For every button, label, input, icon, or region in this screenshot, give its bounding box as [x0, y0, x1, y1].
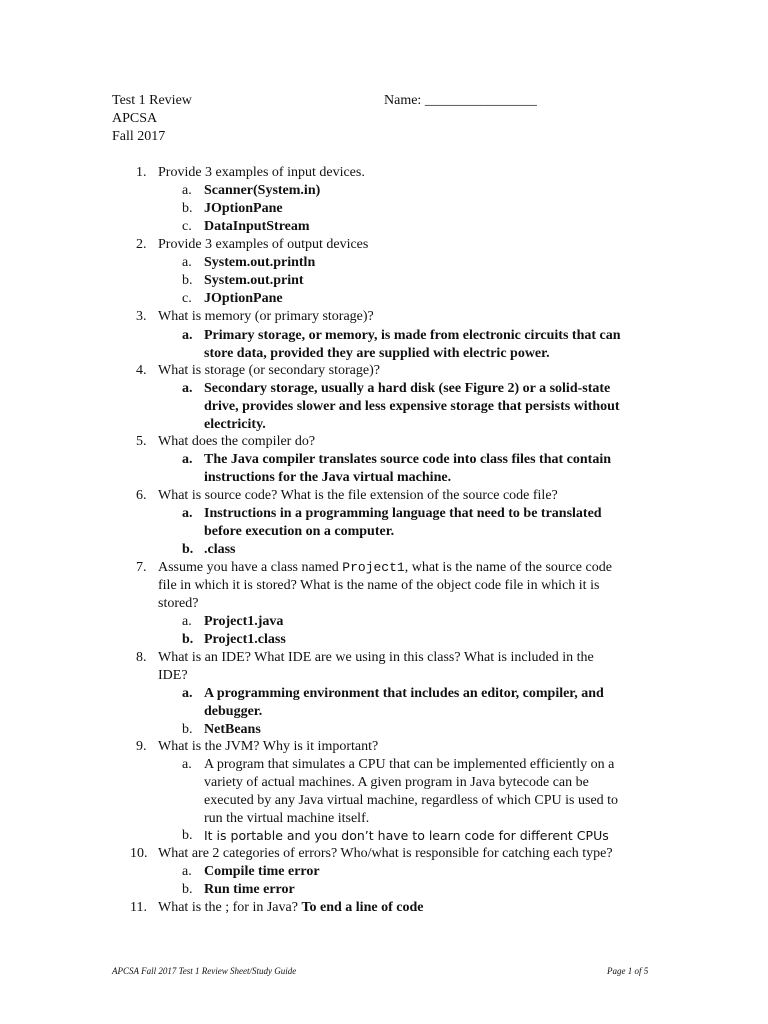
- answer-label: b.: [182, 828, 193, 843]
- question-number: 10.: [130, 846, 148, 861]
- term: Fall 2017: [112, 129, 166, 144]
- question-text: What is source code? What is the file extension of the source code file?: [158, 488, 558, 503]
- question-text: What is storage (or secondary storage)?: [158, 363, 380, 378]
- answer-text: Instructions in a programming language that need to be translated: [204, 506, 602, 521]
- answer-text: Run time error: [204, 882, 295, 897]
- answer-text: .class: [204, 542, 236, 557]
- page-number: Page 1 of 5: [607, 966, 649, 976]
- answer-text: The Java compiler translates source code into class files that contain: [204, 452, 612, 467]
- answer-label: b.: [182, 722, 193, 737]
- name-field: [384, 92, 537, 110]
- question-number: 3.: [136, 309, 147, 324]
- answer-text: JOptionPane: [204, 291, 283, 306]
- answer-label: a.: [182, 328, 193, 343]
- question-number: 6.: [136, 488, 147, 503]
- answer-text: Project1.java: [204, 614, 284, 629]
- answer-text: Project1.class: [204, 632, 286, 647]
- answer-text: before execution on a computer.: [204, 524, 395, 539]
- answer-text: drive, provides slower and less expensive storage that persists without: [204, 399, 620, 414]
- answer-text: JOptionPane: [204, 201, 283, 216]
- question-text: IDE?: [158, 668, 188, 683]
- answer-text: store data, provided they are supplied with electric power.: [204, 346, 550, 361]
- question-text: What is an IDE? What IDE are we using in this class? What is included in the: [158, 650, 594, 665]
- answer-label: c.: [182, 291, 192, 306]
- question-text-body: What is the ; for in Java?: [158, 900, 298, 915]
- question-text: [158, 559, 612, 577]
- answer-label: b.: [182, 201, 193, 216]
- answer-text: Secondary storage, usually a hard disk (see Figure 2) or a solid-state: [204, 381, 611, 396]
- question-number: 9.: [136, 739, 147, 754]
- question-number: 2.: [136, 237, 147, 252]
- answer-text: A program that simulates a CPU that can be implemented efficiently on a: [204, 757, 615, 772]
- question-number: 5.: [136, 434, 147, 449]
- answer-label: a.: [182, 452, 193, 467]
- answer-text: NetBeans: [204, 722, 261, 737]
- answer-text: Scanner(System.in): [204, 183, 321, 198]
- question-text: Provide 3 examples of input devices.: [158, 165, 365, 180]
- answer-label: a.: [182, 183, 192, 198]
- question-number: 8.: [136, 650, 147, 665]
- question-number: 4.: [136, 363, 147, 378]
- question-text: stored?: [158, 596, 199, 611]
- course-title: Test 1 Review: [112, 93, 192, 108]
- answer-text: Compile time error: [204, 864, 320, 879]
- inline-answer: To end a line of code: [301, 900, 424, 915]
- answer-text: electricity.: [204, 417, 266, 432]
- answer-label: c.: [182, 219, 192, 234]
- question-text: file in which it is stored? What is the name of the object code file in which it is: [158, 578, 600, 593]
- answer-text: System.out.print: [204, 273, 304, 288]
- answer-label: a.: [182, 255, 192, 270]
- answer-label: a.: [182, 686, 193, 701]
- question-text-post: , what is the name of the source code: [404, 560, 612, 575]
- course-code: APCSA: [112, 111, 158, 126]
- question-number: 7.: [136, 560, 147, 575]
- answer-text: A programming environment that includes an editor, compiler, and: [204, 686, 604, 701]
- question-text: [158, 899, 423, 917]
- question-text: What are 2 categories of errors? Who/what is responsible for catching each type?: [158, 846, 613, 861]
- answer-text: variety of actual machines. A given program in Java bytecode can be: [204, 775, 589, 790]
- question-text-pre: Assume you have a class named: [158, 560, 343, 575]
- answer-text: instructions for the Java virtual machine.: [204, 470, 452, 485]
- answer-text: System.out.println: [204, 255, 316, 270]
- answer-label: b.: [182, 273, 193, 288]
- answer-label: a.: [182, 757, 192, 772]
- question-text: Provide 3 examples of output devices: [158, 237, 369, 252]
- answer-label: a.: [182, 381, 193, 396]
- answer-label: b.: [182, 882, 193, 897]
- question-number: 11.: [130, 900, 147, 915]
- answer-text: Primary storage, or memory, is made from electronic circuits that can: [204, 328, 621, 343]
- question-number: 1.: [136, 165, 147, 180]
- answer-text: debugger.: [204, 704, 263, 719]
- answer-label: a.: [182, 614, 192, 629]
- question-text: What is the JVM? Why is it important?: [158, 739, 379, 754]
- name-label: Name:: [384, 93, 422, 108]
- answer-text: It is portable and you don’t have to learn code for different CPUs: [204, 828, 609, 843]
- class-name-code: Project1: [342, 560, 405, 575]
- question-text: What does the compiler do?: [158, 434, 316, 449]
- answer-text: executed by any Java virtual machine, regardless of which CPU is used to: [204, 793, 619, 808]
- question-text: What is memory (or primary storage)?: [158, 309, 374, 324]
- answer-label: a.: [182, 506, 193, 521]
- footer-left: APCSA Fall 2017 Test 1 Review Sheet/Study Guide: [112, 966, 297, 976]
- answer-text: run the virtual machine itself.: [204, 811, 370, 826]
- answer-label: b.: [182, 632, 194, 647]
- answer-text: DataInputStream: [204, 219, 310, 234]
- answer-label: a.: [182, 864, 192, 879]
- answer-label: b.: [182, 542, 194, 557]
- name-blank: ________________: [424, 93, 537, 108]
